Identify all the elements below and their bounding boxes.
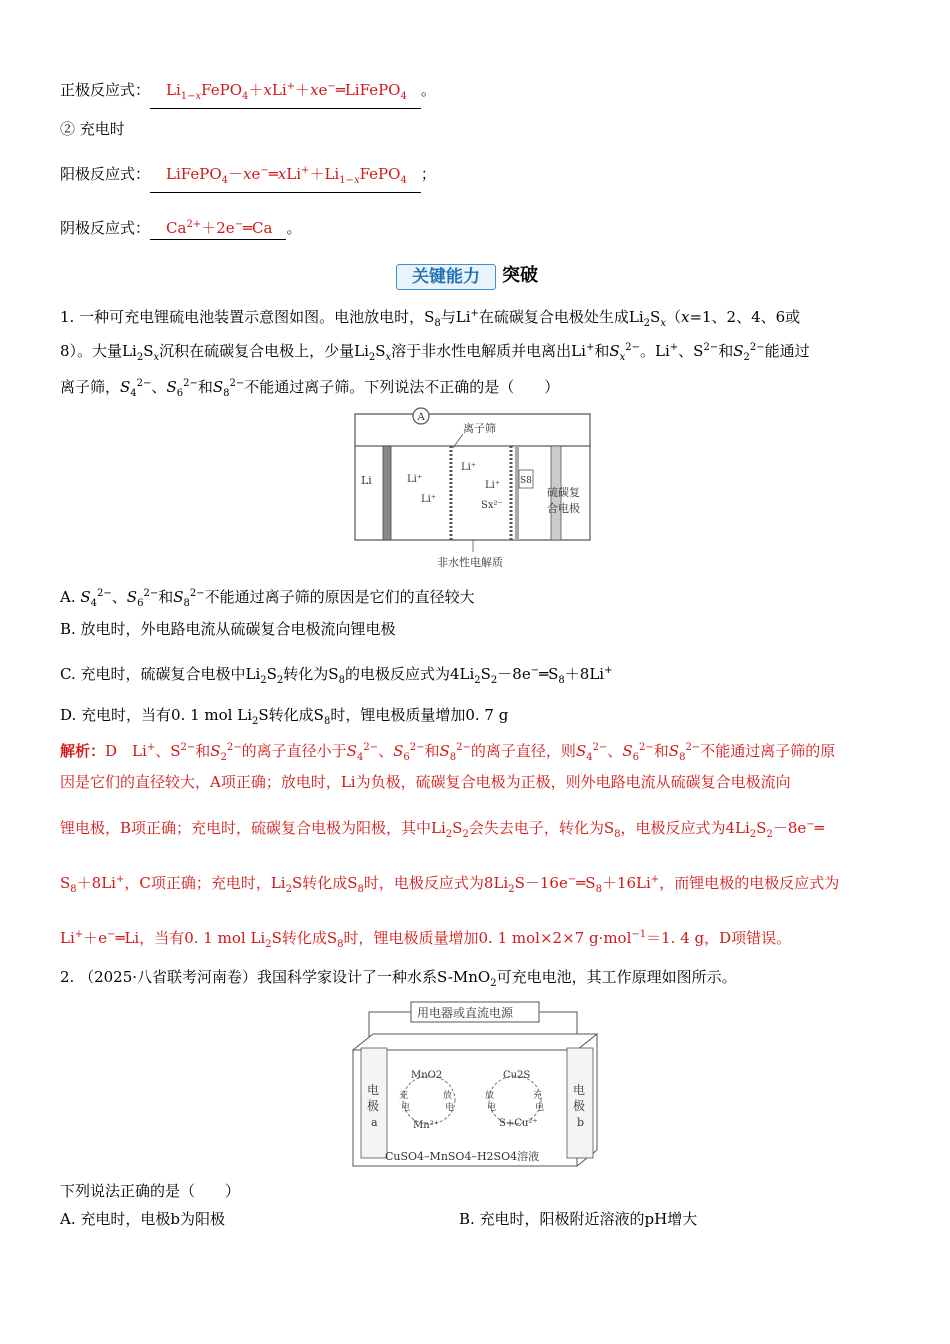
q2-option-a: A. 充电时，电极b为阳极 bbox=[60, 1210, 225, 1228]
section-banner bbox=[396, 262, 556, 292]
anode-answer-blank bbox=[150, 160, 421, 193]
cathode2-reaction-line bbox=[60, 214, 890, 240]
electrode-a-1: 电 bbox=[367, 1083, 380, 1097]
sieve-label: 离子筛 bbox=[463, 422, 496, 435]
anode-label: 阳极反应式： bbox=[60, 165, 151, 183]
q1-option-a: A. $S_4^{2-}$、$S_6^{2-}$和$S_8^{2-}$不能通过离子筛的原因是它们的直径较大 bbox=[60, 588, 475, 609]
cu2s-label: Cu2S bbox=[503, 1070, 531, 1081]
electrode-label-2: 合电极 bbox=[547, 502, 580, 515]
q2-option-b: B. 充电时，阳极附近溶液的pH增大 bbox=[459, 1210, 698, 1228]
cathode2-answer-blank bbox=[150, 214, 286, 240]
electrode-a-2: 极 bbox=[367, 1099, 380, 1113]
anode-answer: $LiFePO_4-xe^-═xLi^++Li_{1-x}FePO_4$ bbox=[166, 165, 407, 186]
li-ion-2: Li⁺ bbox=[421, 494, 437, 505]
electrode-b-1: 电 bbox=[573, 1083, 586, 1097]
cathode2-answer: $Ca^{2+}+2e^-═Ca$ bbox=[166, 219, 273, 237]
electrode-b-3: b bbox=[577, 1116, 585, 1129]
li-ion-1: Li⁺ bbox=[407, 474, 423, 485]
q1-analysis-line5: Li+＋e−═Li，当有0. 1 mol $Li_2S$转化成$S_8$时，锂电极质量增加0. 1 mol×2×7 g·mol$^{-1}$＝1. 4 g，D项错误。 bbox=[60, 929, 792, 950]
cathode-answer: $Li_{1-x}FePO_4+xLi^++xe^-═LiFePO_4$ bbox=[166, 81, 407, 102]
q1-analysis-line2: 因是它们的直径较大，A项正确；放电时，Li为负极，硫碳复合电极为正极，则外电路电流从硫碳复合电极流向 bbox=[60, 773, 791, 791]
svg-text:电: 电 bbox=[487, 1103, 497, 1113]
mn-ion-label: Mn²⁺ bbox=[413, 1120, 439, 1131]
q1-option-c: C. 充电时，硫碳复合电极中$Li_2S_2$转化为$S_8$的电极反应式为$4Li_2S_2-8e^-═S_8+8Li^+$ bbox=[60, 665, 613, 686]
banner-breakthrough: 突破 bbox=[502, 265, 538, 286]
svg-text:充: 充 bbox=[399, 1091, 409, 1101]
cathode2-label: 阴极反应式： bbox=[60, 219, 151, 237]
sx-ion: Sx²⁻ bbox=[481, 500, 503, 511]
svg-text:放: 放 bbox=[443, 1091, 453, 1101]
electrode-b-2: 极 bbox=[573, 1099, 586, 1113]
q1-stem-line3: 离子筛，$S_4^{2-}$、$S_6^{2-}$和$S_8^{2-}$不能通过离子筛。下列说法不正确的是（ ） bbox=[60, 378, 560, 399]
svg-text:电: 电 bbox=[535, 1103, 545, 1113]
li-ion-4: Li⁺ bbox=[485, 480, 501, 491]
cathode-end: 。 bbox=[420, 81, 436, 99]
q1-stem-line1: 1. 一种可充电锂硫电池装置示意图如图。电池放电时，$S_8$与Li+在硫碳复合电极处生成$Li_2S_x(x=1$、2、4、6或 bbox=[60, 308, 801, 329]
cathode2-end: 。 bbox=[286, 219, 302, 237]
charging-heading: ② 充电时 bbox=[60, 120, 125, 138]
lithium-electrode bbox=[383, 446, 391, 540]
ammeter-label: A bbox=[417, 412, 425, 423]
svg-text:放: 放 bbox=[485, 1091, 495, 1101]
cathode-answer-blank bbox=[150, 76, 421, 109]
svg-text:电: 电 bbox=[445, 1103, 455, 1113]
li-s-battery-diagram bbox=[345, 404, 605, 574]
q2-stem: 2. （2025·八省联考河南卷）我国科学家设计了一种水系S-MnO$_2$可充电电池，其工作原理如图所示。 bbox=[60, 968, 737, 989]
s-cu-label: S+Cu²⁺ bbox=[499, 1118, 538, 1129]
mno2-label: MnO2 bbox=[411, 1070, 443, 1081]
s-mno2-battery-diagram bbox=[345, 998, 605, 1172]
electrode-label-1: 硫碳复 bbox=[547, 486, 580, 499]
cathode-label: 正极反应式： bbox=[60, 81, 151, 99]
q2-question: 下列说法正确的是（ ） bbox=[60, 1182, 241, 1200]
q1-analysis-line3: 锂电极，B项正确；充电时，硫碳复合电极为阳极，其中$Li_2S_2$会失去电子，转化为$S_8$，电极反应式为$4Li_2S_2-8e^-═$ bbox=[60, 819, 824, 840]
q1-analysis-line4: $S_8+8Li^+$，C项正确；充电时，$Li_2S$转化成$S_8$时，电极反应式为$8Li_2S-16e^-═S_8+16Li^+$，而锂电极的电极反应式为 bbox=[60, 874, 840, 895]
banner-key-ability: 关键能力 bbox=[396, 264, 496, 290]
li-label: Li bbox=[361, 474, 372, 487]
q1-option-d: D. 充电时，当有0. 1 mol $Li_2S$转化成$S_8$时，锂电极质量增加0. 7 g bbox=[60, 706, 509, 727]
svg-text:电: 电 bbox=[401, 1103, 411, 1113]
s8-label: S8 bbox=[520, 476, 532, 486]
cathode-reaction-line bbox=[60, 76, 890, 109]
anode-end: ； bbox=[420, 165, 436, 183]
q1-option-b: B. 放电时，外电路电流从硫碳复合电极流向锂电极 bbox=[60, 620, 396, 638]
q1-stem-line2: 8）。大量$Li_2S_x$沉积在硫碳复合电极上，少量$Li_2S_x$溶于非水性电解质并电离出Li+和$S_x^{2-}$。Li+、$S^{2-}$和$S_2^{2-}$能通过 bbox=[60, 342, 810, 363]
electrode-a-3: a bbox=[371, 1116, 378, 1129]
electrolyte-label: 非水性电解质 bbox=[437, 556, 503, 569]
svg-text:充: 充 bbox=[533, 1091, 543, 1101]
solution-label: CuSO4–MnSO4–H2SO4溶液 bbox=[385, 1150, 540, 1163]
anode-reaction-line bbox=[60, 160, 890, 193]
q1-analysis-line1: 解析：D Li+、$S^{2-}$和$S_2^{2-}$的离子直径小于$S_4^{2-}$、$S_6^{2-}$和$S_8^{2-}$的离子直径，则$S_4^{2-}$、$S_6^{2-}$和$S_8^{2-}$不能通过离子筛的原 bbox=[60, 742, 836, 763]
power-source-label: 用电器或直流电源 bbox=[417, 1006, 514, 1020]
li-ion-3: Li⁺ bbox=[461, 462, 477, 473]
